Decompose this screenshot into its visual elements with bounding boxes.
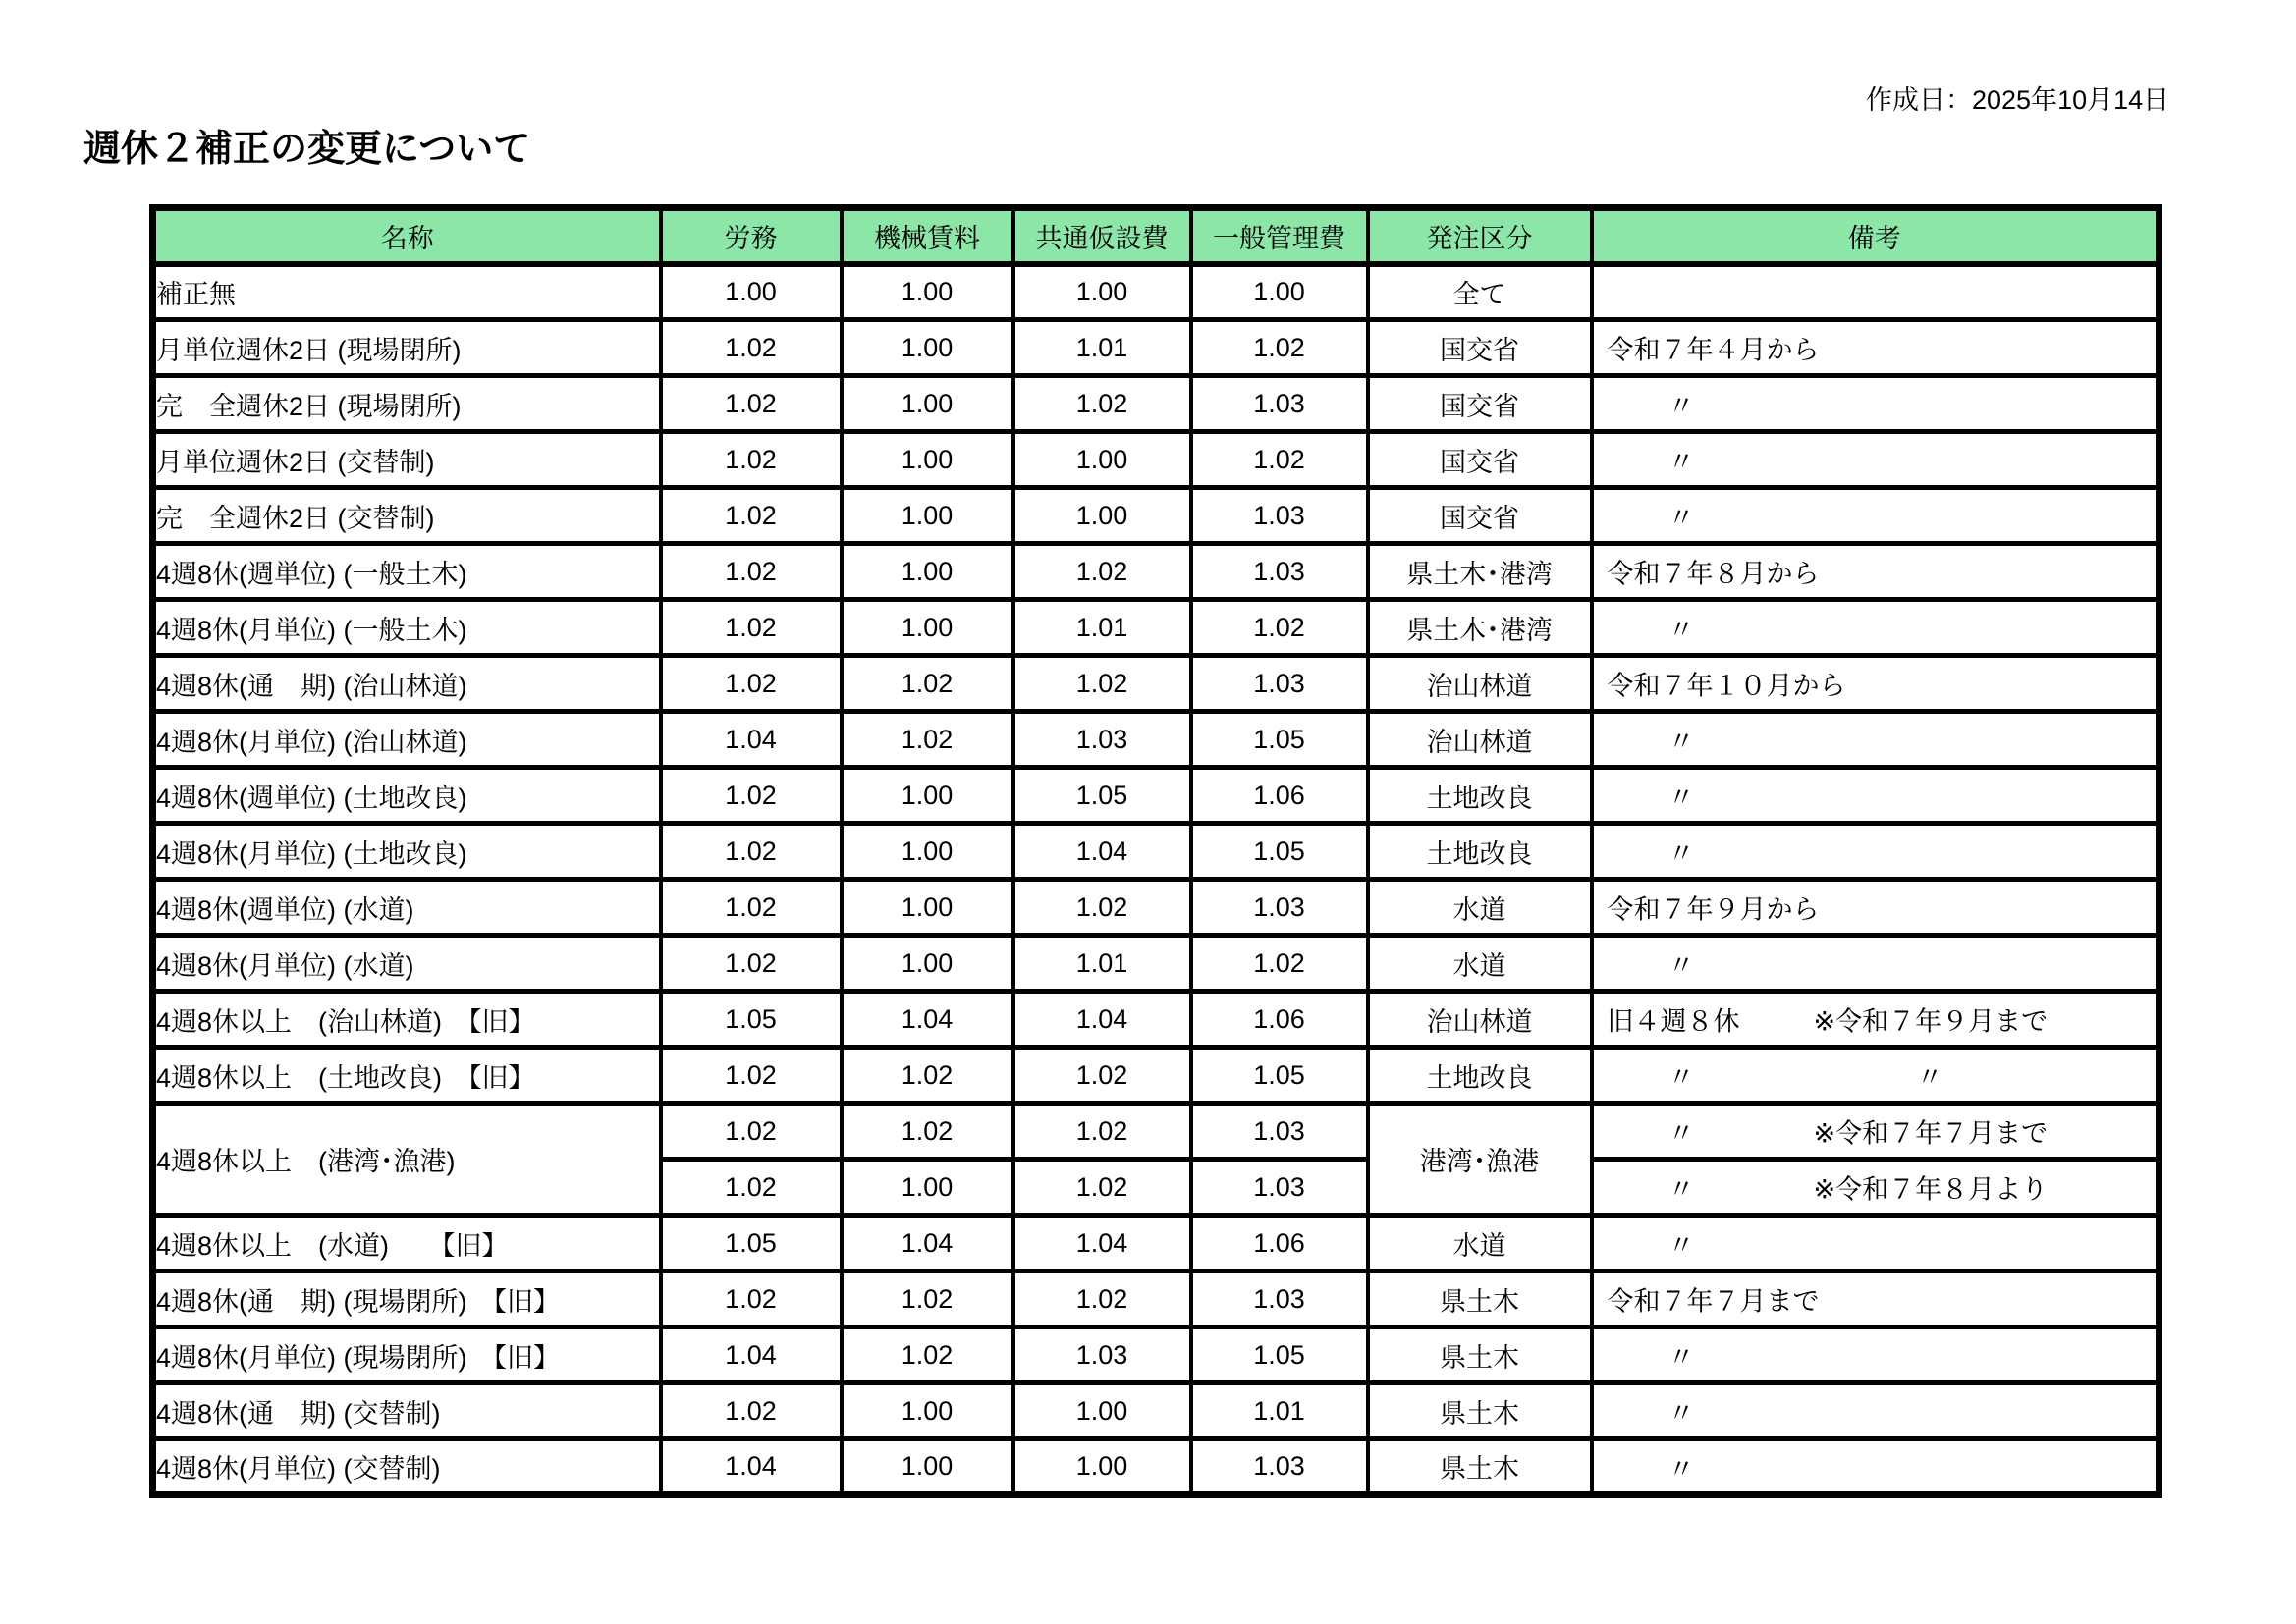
value-cell: 1.00 [842, 768, 1013, 824]
value-cell: 1.03 [1191, 376, 1368, 432]
category-cell: 土地改良 [1368, 1048, 1592, 1104]
ditto-mark: 〃 [1667, 727, 1695, 757]
page-title: 週休２補正の変更について [83, 129, 531, 170]
remark-cell [1592, 1383, 2159, 1439]
remark-cell [1592, 824, 2159, 880]
category-cell: 県土木 [1368, 1327, 1592, 1383]
ditto-mark: 〃 [1916, 1062, 1943, 1093]
ditto-mark: 〃 [1667, 1174, 1695, 1205]
name-cell: 4週8休以上 (土地改良) 【旧】 [153, 1048, 661, 1104]
remark-text: 令和７年９月から [1607, 894, 1820, 925]
value-cell: 1.06 [1191, 1216, 1368, 1272]
value-cell: 1.02 [661, 768, 842, 824]
value-cell: 1.03 [1191, 1439, 1368, 1495]
value-cell: 1.00 [842, 488, 1013, 544]
name-cell: 月単位週休2日 (交替制) [153, 432, 661, 488]
name-cell: 4週8休(通 期) (治山林道) [153, 656, 661, 712]
value-cell: 1.02 [661, 880, 842, 936]
remark-text: ※令和７年９月まで [1813, 1006, 2049, 1037]
value-cell: 1.02 [1013, 1104, 1191, 1160]
ditto-mark: 〃 [1667, 950, 1695, 981]
value-cell: 1.02 [661, 1383, 842, 1439]
value-cell: 1.05 [661, 992, 842, 1048]
value-cell: 1.02 [1013, 1160, 1191, 1216]
remark-text: ※令和７年８月より [1813, 1174, 2049, 1205]
category-cell: 県土木･港湾 [1368, 600, 1592, 656]
value-cell: 1.03 [1191, 1272, 1368, 1327]
name-cell: 4週8休(通 期) (現場閉所) 【旧】 [153, 1272, 661, 1327]
value-cell: 1.00 [1013, 432, 1191, 488]
remark-cell [1592, 264, 2159, 320]
ditto-mark: 〃 [1667, 783, 1695, 813]
category-cell: 水道 [1368, 1216, 1592, 1272]
name-cell: 4週8休(月単位) (現場閉所) 【旧】 [153, 1327, 661, 1383]
table-header-row [153, 208, 2159, 264]
table-row [153, 320, 2159, 376]
value-cell: 1.00 [842, 1160, 1013, 1216]
value-cell: 1.00 [661, 264, 842, 320]
ditto-mark: 〃 [1667, 1118, 1695, 1149]
table-row [153, 1272, 2159, 1327]
category-cell: 県土木 [1368, 1383, 1592, 1439]
name-cell: 月単位週休2日 (現場閉所) [153, 320, 661, 376]
value-cell: 1.02 [661, 320, 842, 376]
name-cell: 完 全週休2日 (交替制) [153, 488, 661, 544]
value-cell: 1.00 [1013, 1439, 1191, 1495]
value-cell: 1.03 [1191, 544, 1368, 600]
category-cell: 県土木･港湾 [1368, 544, 1592, 600]
value-cell: 1.00 [842, 544, 1013, 600]
value-cell: 1.00 [1013, 264, 1191, 320]
value-cell: 1.02 [661, 1104, 842, 1160]
value-cell: 1.02 [1013, 1272, 1191, 1327]
value-cell: 1.02 [1013, 1048, 1191, 1104]
value-cell: 1.02 [661, 656, 842, 712]
value-cell: 1.02 [661, 936, 842, 992]
value-cell: 1.04 [842, 992, 1013, 1048]
column-header-4: 一般管理費 [1191, 208, 1368, 264]
value-cell: 1.02 [661, 1048, 842, 1104]
value-cell: 1.00 [1013, 1383, 1191, 1439]
value-cell: 1.06 [1191, 768, 1368, 824]
value-cell: 1.00 [842, 824, 1013, 880]
category-cell: 国交省 [1368, 432, 1592, 488]
value-cell: 1.00 [1191, 264, 1368, 320]
table-row [153, 992, 2159, 1048]
value-cell: 1.03 [1191, 1104, 1368, 1160]
value-cell: 1.00 [842, 376, 1013, 432]
value-cell: 1.00 [842, 320, 1013, 376]
table-row [153, 1216, 2159, 1272]
name-cell: 4週8休(週単位) (水道) [153, 880, 661, 936]
ditto-mark: 〃 [1667, 1230, 1695, 1261]
remark-cell [1592, 768, 2159, 824]
name-cell: 補正無 [153, 264, 661, 320]
table-row [153, 768, 2159, 824]
category-cell: 県土木 [1368, 1272, 1592, 1327]
value-cell: 1.03 [1013, 712, 1191, 768]
name-cell: 4週8休(月単位) (交替制) [153, 1439, 661, 1495]
table-row [153, 1439, 2159, 1495]
value-cell: 1.04 [842, 1216, 1013, 1272]
value-cell: 1.02 [661, 376, 842, 432]
category-cell: 全て [1368, 264, 1592, 320]
remark-cell [1592, 1160, 2159, 1216]
category-cell: 国交省 [1368, 376, 1592, 432]
table-row [153, 824, 2159, 880]
table-row [153, 1383, 2159, 1439]
name-cell: 4週8休以上 (港湾･漁港) [153, 1104, 661, 1216]
name-cell: 4週8休(月単位) (治山林道) [153, 712, 661, 768]
value-cell: 1.02 [661, 1272, 842, 1327]
value-cell: 1.03 [1191, 488, 1368, 544]
value-cell: 1.05 [1013, 768, 1191, 824]
value-cell: 1.00 [842, 432, 1013, 488]
remark-cell [1592, 1104, 2159, 1160]
category-cell: 治山林道 [1368, 712, 1592, 768]
table-row [153, 432, 2159, 488]
category-cell: 土地改良 [1368, 824, 1592, 880]
value-cell: 1.02 [842, 1272, 1013, 1327]
ditto-mark: 〃 [1667, 391, 1695, 421]
value-cell: 1.02 [661, 488, 842, 544]
value-cell: 1.02 [1191, 936, 1368, 992]
ditto-mark: 〃 [1667, 447, 1695, 477]
ditto-mark: 〃 [1667, 839, 1695, 869]
value-cell: 1.03 [1191, 880, 1368, 936]
remark-cell [1592, 432, 2159, 488]
value-cell: 1.05 [1191, 824, 1368, 880]
name-cell: 4週8休(通 期) (交替制) [153, 1383, 661, 1439]
value-cell: 1.05 [661, 1216, 842, 1272]
name-cell: 4週8休(週単位) (一般土木) [153, 544, 661, 600]
value-cell: 1.03 [1191, 656, 1368, 712]
value-cell: 1.02 [661, 600, 842, 656]
category-cell: 水道 [1368, 880, 1592, 936]
table-row [153, 264, 2159, 320]
name-cell: 4週8休(週単位) (土地改良) [153, 768, 661, 824]
column-header-3: 共通仮設費 [1013, 208, 1191, 264]
category-cell: 治山林道 [1368, 992, 1592, 1048]
value-cell: 1.02 [842, 1048, 1013, 1104]
ditto-mark: 〃 [1667, 503, 1695, 533]
remark-cell [1592, 320, 2159, 376]
value-cell: 1.02 [1013, 656, 1191, 712]
value-cell: 1.00 [842, 264, 1013, 320]
value-cell: 1.05 [1191, 1327, 1368, 1383]
value-cell: 1.04 [1013, 1216, 1191, 1272]
name-cell: 4週8休(月単位) (土地改良) [153, 824, 661, 880]
category-cell: 土地改良 [1368, 768, 1592, 824]
table-row [153, 936, 2159, 992]
remark-cell [1592, 936, 2159, 992]
name-cell: 4週8休以上 (治山林道) 【旧】 [153, 992, 661, 1048]
value-cell: 1.02 [842, 1104, 1013, 1160]
column-header-5: 発注区分 [1368, 208, 1592, 264]
ditto-mark: 〃 [1667, 1398, 1695, 1429]
category-cell: 水道 [1368, 936, 1592, 992]
value-cell: 1.02 [842, 712, 1013, 768]
value-cell: 1.02 [1013, 544, 1191, 600]
remark-cell [1592, 488, 2159, 544]
name-cell: 4週8休以上 (水道) 【旧】 [153, 1216, 661, 1272]
remark-text: 令和７年７月まで [1607, 1286, 1820, 1317]
value-cell: 1.03 [1191, 1160, 1368, 1216]
name-cell: 完 全週休2日 (現場閉所) [153, 376, 661, 432]
value-cell: 1.06 [1191, 992, 1368, 1048]
table-row [153, 376, 2159, 432]
value-cell: 1.02 [661, 1160, 842, 1216]
value-cell: 1.03 [1013, 1327, 1191, 1383]
value-cell: 1.01 [1191, 1383, 1368, 1439]
category-cell: 港湾･漁港 [1368, 1104, 1592, 1216]
value-cell: 1.00 [842, 1439, 1013, 1495]
value-cell: 1.01 [1013, 936, 1191, 992]
value-cell: 1.04 [661, 1439, 842, 1495]
value-cell: 1.04 [1013, 992, 1191, 1048]
remark-cell [1592, 1272, 2159, 1327]
remark-cell [1592, 1439, 2159, 1495]
value-cell: 1.01 [1013, 320, 1191, 376]
remark-text: 令和７年４月から [1607, 335, 1820, 365]
ditto-mark: 〃 [1667, 1342, 1695, 1373]
value-cell: 1.04 [661, 712, 842, 768]
value-cell: 1.02 [661, 432, 842, 488]
value-cell: 1.00 [1013, 488, 1191, 544]
value-cell: 1.02 [661, 544, 842, 600]
remark-cell [1592, 1327, 2159, 1383]
remark-text: ※令和７年７月まで [1813, 1118, 2049, 1149]
remark-cell [1592, 1048, 2159, 1104]
ditto-mark: 〃 [1667, 1062, 1695, 1093]
value-cell: 1.02 [842, 656, 1013, 712]
remark-cell [1592, 1216, 2159, 1272]
value-cell: 1.02 [1191, 432, 1368, 488]
column-header-2: 機械賃料 [842, 208, 1013, 264]
value-cell: 1.00 [842, 1383, 1013, 1439]
name-cell: 4週8休(月単位) (一般土木) [153, 600, 661, 656]
value-cell: 1.02 [1013, 376, 1191, 432]
column-header-6: 備考 [1592, 208, 2159, 264]
value-cell: 1.02 [1013, 880, 1191, 936]
column-header-1: 労務 [661, 208, 842, 264]
category-cell: 県土木 [1368, 1439, 1592, 1495]
category-cell: 国交省 [1368, 488, 1592, 544]
value-cell: 1.02 [842, 1327, 1013, 1383]
remark-cell [1592, 376, 2159, 432]
ditto-mark: 〃 [1667, 615, 1695, 645]
table-row [153, 656, 2159, 712]
created-date: 作成日：2025年10月14日 [1866, 85, 2170, 115]
table-row [153, 544, 2159, 600]
category-cell: 国交省 [1368, 320, 1592, 376]
value-cell: 1.00 [842, 880, 1013, 936]
remark-cell [1592, 992, 2159, 1048]
table-row [153, 880, 2159, 936]
table-row [153, 1327, 2159, 1383]
value-cell: 1.02 [661, 824, 842, 880]
remark-cell [1592, 712, 2159, 768]
value-cell: 1.00 [842, 600, 1013, 656]
table-row [153, 1104, 2159, 1160]
table-row [153, 488, 2159, 544]
value-cell: 1.05 [1191, 1048, 1368, 1104]
remark-text: 旧４週８休 [1607, 1006, 1740, 1037]
category-cell: 治山林道 [1368, 656, 1592, 712]
name-cell: 4週8休(月単位) (水道) [153, 936, 661, 992]
value-cell: 1.00 [842, 936, 1013, 992]
table-row [153, 600, 2159, 656]
value-cell: 1.04 [1013, 824, 1191, 880]
value-cell: 1.04 [661, 1327, 842, 1383]
remark-cell [1592, 656, 2159, 712]
table-row [153, 1048, 2159, 1104]
ditto-mark: 〃 [1667, 1454, 1695, 1484]
correction-table [149, 204, 2162, 1498]
table-row [153, 712, 2159, 768]
value-cell: 1.01 [1013, 600, 1191, 656]
remark-cell [1592, 880, 2159, 936]
remark-text: 令和７年８月から [1607, 559, 1820, 589]
remark-cell [1592, 600, 2159, 656]
column-header-0: 名称 [153, 208, 661, 264]
value-cell: 1.02 [1191, 600, 1368, 656]
remark-cell [1592, 544, 2159, 600]
value-cell: 1.05 [1191, 712, 1368, 768]
value-cell: 1.02 [1191, 320, 1368, 376]
remark-text: 令和７年１０月から [1607, 671, 1846, 701]
